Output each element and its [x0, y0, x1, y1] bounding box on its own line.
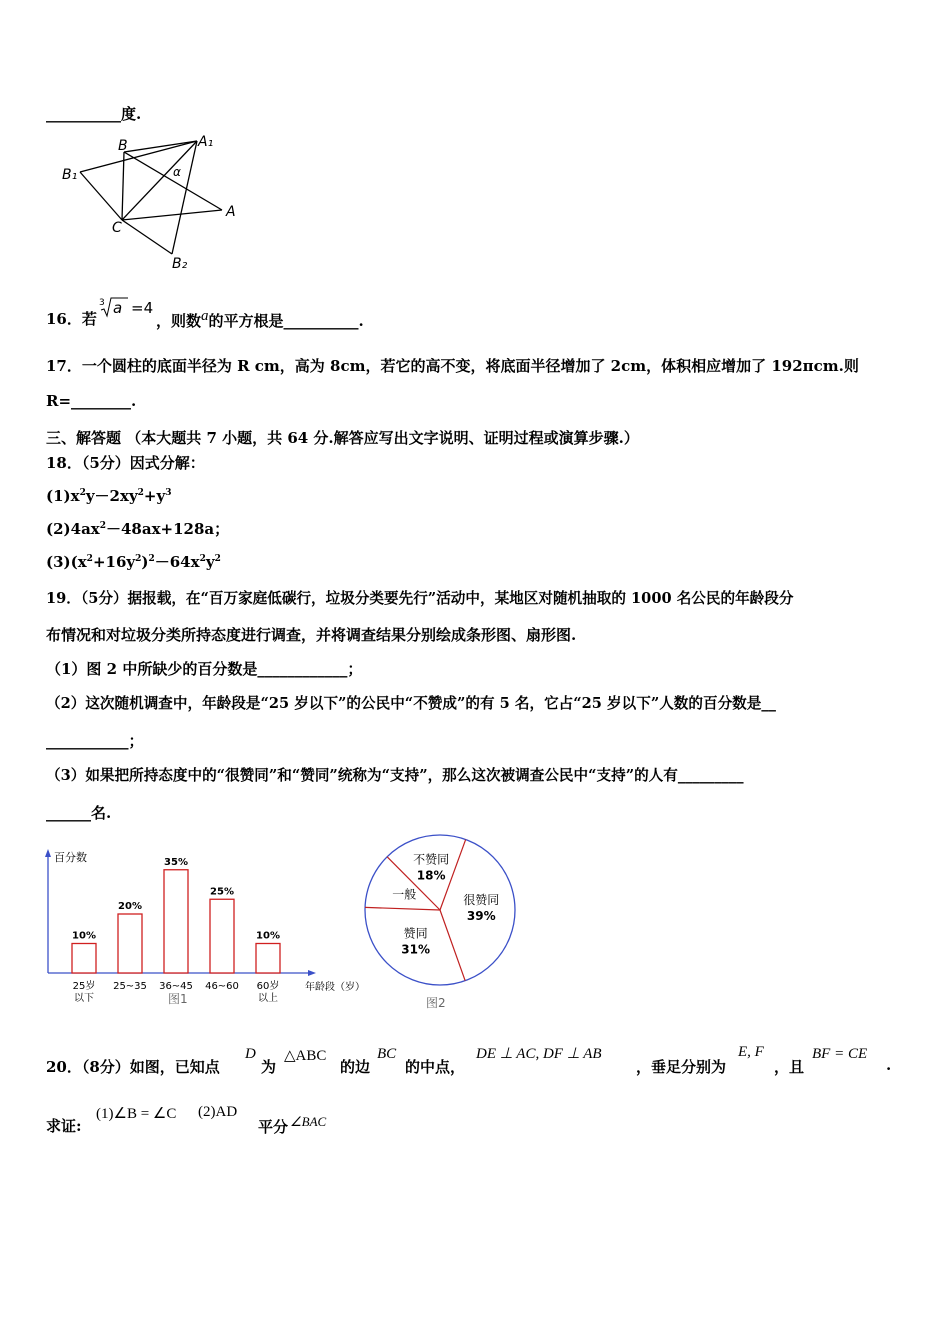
- q16-cube-root: [98, 296, 158, 320]
- bar-chart-fig1: [40, 845, 370, 1015]
- x-tick-label: 36~45: [159, 981, 193, 992]
- q20-line: [46, 1056, 220, 1077]
- q16-line-rest: [156, 308, 364, 331]
- fig1-caption: 图1: [168, 992, 188, 1006]
- q16-equals: =4: [131, 299, 154, 317]
- q15-label-alpha: α: [173, 165, 181, 179]
- q20-wei: 为: [261, 1058, 277, 1076]
- exp: 2: [214, 554, 221, 564]
- q18-p2-post: －48ax+128a；: [106, 520, 230, 538]
- q18-p1-pre: (1)x: [46, 487, 80, 505]
- q18-p3-d: y: [205, 553, 215, 571]
- q20-prove: 求证:: [46, 1117, 82, 1135]
- q20-p1: (1)∠B = ∠C: [96, 1106, 177, 1122]
- q18-part2: [46, 518, 229, 539]
- q15-label-b2: B₂: [172, 256, 188, 270]
- pie-chart-fig2: [360, 825, 530, 1015]
- q20-bc: BC: [377, 1046, 397, 1062]
- bar-2: [118, 914, 142, 973]
- pie-slice-value: 39%: [466, 909, 496, 924]
- pie-slice-label: 赞同: [403, 926, 428, 941]
- bar-value-label: 10%: [256, 930, 280, 942]
- x-tick-label-cont: 以上: [258, 993, 278, 1004]
- q20-chuizu: ，垂足分别为: [636, 1058, 727, 1076]
- q15-label-a1: A₁: [198, 134, 214, 150]
- x-tick-label-cont: 以下: [74, 993, 94, 1004]
- q15-label-b1: B₁: [62, 167, 78, 183]
- q16-radicand: a: [113, 299, 123, 317]
- x-tick-label: 46~60: [205, 981, 239, 992]
- q15-segment-c-a1: [122, 141, 197, 220]
- q20-p2: (2)AD: [198, 1104, 238, 1120]
- q20-eq: BF = CE: [812, 1046, 868, 1062]
- pie-slice-value: 31%: [401, 942, 431, 957]
- q19-sub3: （3）如果把所持态度中的“很赞同”和“赞同”统称为“支持”，那么这次被调查公民中“支持”的人有_________: [46, 767, 744, 784]
- bar-5: [256, 944, 280, 974]
- pie-slice-value: 18%: [416, 868, 446, 883]
- exp: 2: [86, 554, 93, 564]
- q16-root-index: 3: [99, 298, 105, 308]
- exp: 2: [137, 488, 144, 498]
- q16-var: a: [201, 308, 209, 324]
- q15-geometry-figure: [60, 130, 250, 270]
- bar-value-label: 10%: [72, 930, 96, 942]
- q20-bac: ∠BAC: [290, 1114, 327, 1129]
- x-tick-label: 25~35: [113, 981, 147, 992]
- y-axis-label: 百分数: [54, 851, 87, 864]
- q15-segment-c-a: [122, 210, 222, 220]
- q16-number: 16．: [46, 310, 82, 328]
- q17-line1: 17．一个圆柱的底面半径为 R cm，高为 8cm，若它的高不变，将底面半径增加了 2cm，体积相应增加了 192πcm.则: [46, 357, 859, 375]
- q18-part3: [46, 551, 221, 572]
- q15-suffix: 度.: [121, 105, 142, 123]
- q16-pre: 若: [81, 310, 97, 328]
- q15-answer-line: [46, 103, 141, 124]
- section3-heading: 三、解答题 （本大题共 7 小题，共 64 分.解答应写出文字说明、证明过程或演算步骤.）: [46, 429, 639, 447]
- q19-sub2-cont: ___________；: [46, 732, 144, 750]
- q18-p3-a: +16y: [92, 553, 136, 571]
- exp: 2: [79, 488, 86, 498]
- q15-segment-a1-b2: [172, 141, 197, 254]
- bar-value-label: 25%: [210, 886, 234, 898]
- pie-slice-label: 很赞同: [463, 893, 500, 908]
- q18-p1-b: +y: [143, 487, 166, 505]
- y-axis-arrow-icon: [45, 849, 51, 857]
- q20-zhongdian: 的中点，: [405, 1058, 466, 1076]
- q15-segment-b-a: [124, 152, 222, 210]
- q19-sub1: （1）图 2 中所缺少的百分数是____________；: [46, 660, 363, 678]
- q16-post: 的平方根是__________.: [208, 312, 364, 330]
- x-tick-label: 60岁: [256, 981, 280, 992]
- exp: 3: [165, 488, 172, 498]
- q15-label-c: C: [112, 220, 122, 236]
- q18-p3-c: －64x: [154, 553, 200, 571]
- q15-segment-c-b2: [122, 220, 172, 254]
- q18-p1-a: y－2xy: [85, 487, 138, 505]
- q20-de-bian: 的边: [340, 1058, 371, 1076]
- q19-sub2: （2）这次随机调查中，年龄段是“25 岁以下”的公民中“不赞成”的有 5 名，它占“25 岁以下”人数的百分数是__: [46, 695, 776, 712]
- exp: 2: [99, 521, 106, 531]
- x-axis-label: 年龄段（岁）: [305, 982, 365, 993]
- exp: 2: [135, 554, 142, 564]
- q19-line2: 布情况和对垃圾分类所持态度进行调查，并将调查结果分别绘成条形图、扇形图.: [46, 626, 577, 644]
- q15-blank: __________: [46, 105, 121, 123]
- q20-intro: 20．（8分）如图，已知点: [46, 1058, 220, 1076]
- pie-slice-label: 不赞同: [413, 852, 450, 867]
- bar-value-label: 20%: [118, 901, 142, 912]
- q15-label-b: B: [118, 138, 128, 154]
- q15-segment-b-c: [122, 152, 124, 220]
- exp: 2: [148, 554, 155, 564]
- fig2-caption: 图2: [426, 996, 446, 1010]
- bar-4: [210, 899, 234, 973]
- bar-1: [72, 944, 96, 974]
- q16-mid: ，则数: [156, 312, 202, 330]
- q20-perp: DE ⊥ AC, DF ⊥ AB: [476, 1046, 602, 1062]
- q17-line2: R=________.: [46, 392, 137, 410]
- q18-p3-b: ): [141, 553, 149, 571]
- q19-line1: 19．（5分）据报载，在“百万家庭低碳行，垃圾分类要先行”活动中，某地区对随机抽取的 1000 名公民的年龄段分: [46, 590, 794, 607]
- q16-line: [46, 308, 97, 329]
- q20-point-d: D: [245, 1046, 256, 1062]
- bar-value-label: 35%: [164, 856, 188, 868]
- q18-title: 18．（5分）因式分解：: [46, 454, 205, 472]
- x-axis-arrow-icon: [308, 970, 316, 976]
- q20-triangle: △ABC: [284, 1048, 327, 1064]
- exp: 2: [199, 554, 206, 564]
- q20-qie: ，且: [774, 1058, 805, 1076]
- q20-pingfen: 平分: [258, 1118, 289, 1136]
- x-tick-label: 25岁: [72, 981, 96, 992]
- q18-part1: [46, 485, 171, 506]
- q19-sub3-cont: ______名.: [46, 804, 112, 822]
- q18-p3-pre: (3)(x: [46, 553, 87, 571]
- pie-slice-label: 一般: [392, 887, 417, 902]
- q15-segment-b1-c: [80, 172, 122, 220]
- q20-ef: E, F: [738, 1044, 764, 1060]
- q15-label-a: A: [226, 204, 236, 220]
- q18-p2-pre: (2)4ax: [46, 520, 100, 538]
- q20-dot: .: [886, 1056, 892, 1074]
- bar-3: [164, 870, 188, 973]
